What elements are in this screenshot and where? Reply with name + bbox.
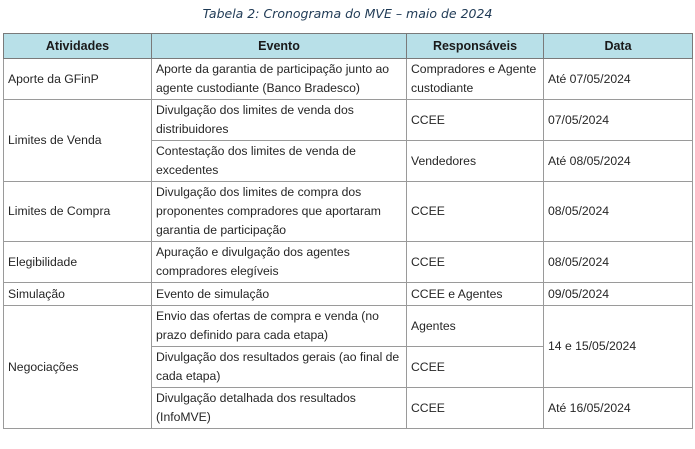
cell-atividade: Limites de Compra [4,182,152,242]
cell-responsaveis: CCEE e Agentes [407,283,544,306]
cell-responsaveis: Compradores e Agente custodiante [407,59,544,100]
cell-evento: Evento de simulação [152,283,407,306]
cell-data: 07/05/2024 [544,100,693,141]
table-row [4,242,693,283]
table-row [4,59,693,100]
table-row [4,306,693,347]
header-responsaveis: Responsáveis [407,34,544,59]
cell-evento: Divulgação dos resultados gerais (ao final de cada etapa) [152,347,407,388]
cell-data: 14 e 15/05/2024 [544,306,693,388]
cell-responsaveis: CCEE [407,388,544,429]
cell-responsaveis: CCEE [407,182,544,242]
cell-data: Até 16/05/2024 [544,388,693,429]
header-atividades: Atividades [4,34,152,59]
cell-evento: Aporte da garantia de participação junto ao agente custodiante (Banco Bradesco) [152,59,407,100]
cell-atividade: Limites de Venda [4,100,152,182]
cell-data: 08/05/2024 [544,182,693,242]
cell-atividade: Elegibilidade [4,242,152,283]
cell-data: Até 07/05/2024 [544,59,693,100]
cell-atividade: Simulação [4,283,152,306]
table-row [4,100,693,141]
cell-responsaveis: CCEE [407,347,544,388]
table-row [4,182,693,242]
cell-evento: Divulgação detalhada dos resultados (InfoMVE) [152,388,407,429]
header-evento: Evento [152,34,407,59]
cell-atividade: Aporte da GFinP [4,59,152,100]
schedule-table [3,33,693,429]
cell-responsaveis: CCEE [407,242,544,283]
cell-data: Até 08/05/2024 [544,141,693,182]
cell-data: 08/05/2024 [544,242,693,283]
cell-atividade: Negociações [4,306,152,429]
cell-evento: Contestação dos limites de venda de excedentes [152,141,407,182]
cell-evento: Apuração e divulgação dos agentes compradores elegíveis [152,242,407,283]
cell-responsaveis: CCEE [407,100,544,141]
table-row [4,283,693,306]
cell-responsaveis: Vendedores [407,141,544,182]
cell-evento: Divulgação dos limites de compra dos proponentes compradores que aportaram garantia de participação [152,182,407,242]
table-caption: Tabela 2: Cronograma do MVE – maio de 2024 [202,6,493,21]
header-row [4,34,693,59]
cell-evento: Envio das ofertas de compra e venda (no prazo definido para cada etapa) [152,306,407,347]
cell-responsaveis: Agentes [407,306,544,347]
cell-data: 09/05/2024 [544,283,693,306]
header-data: Data [544,34,693,59]
cell-evento: Divulgação dos limites de venda dos distribuidores [152,100,407,141]
